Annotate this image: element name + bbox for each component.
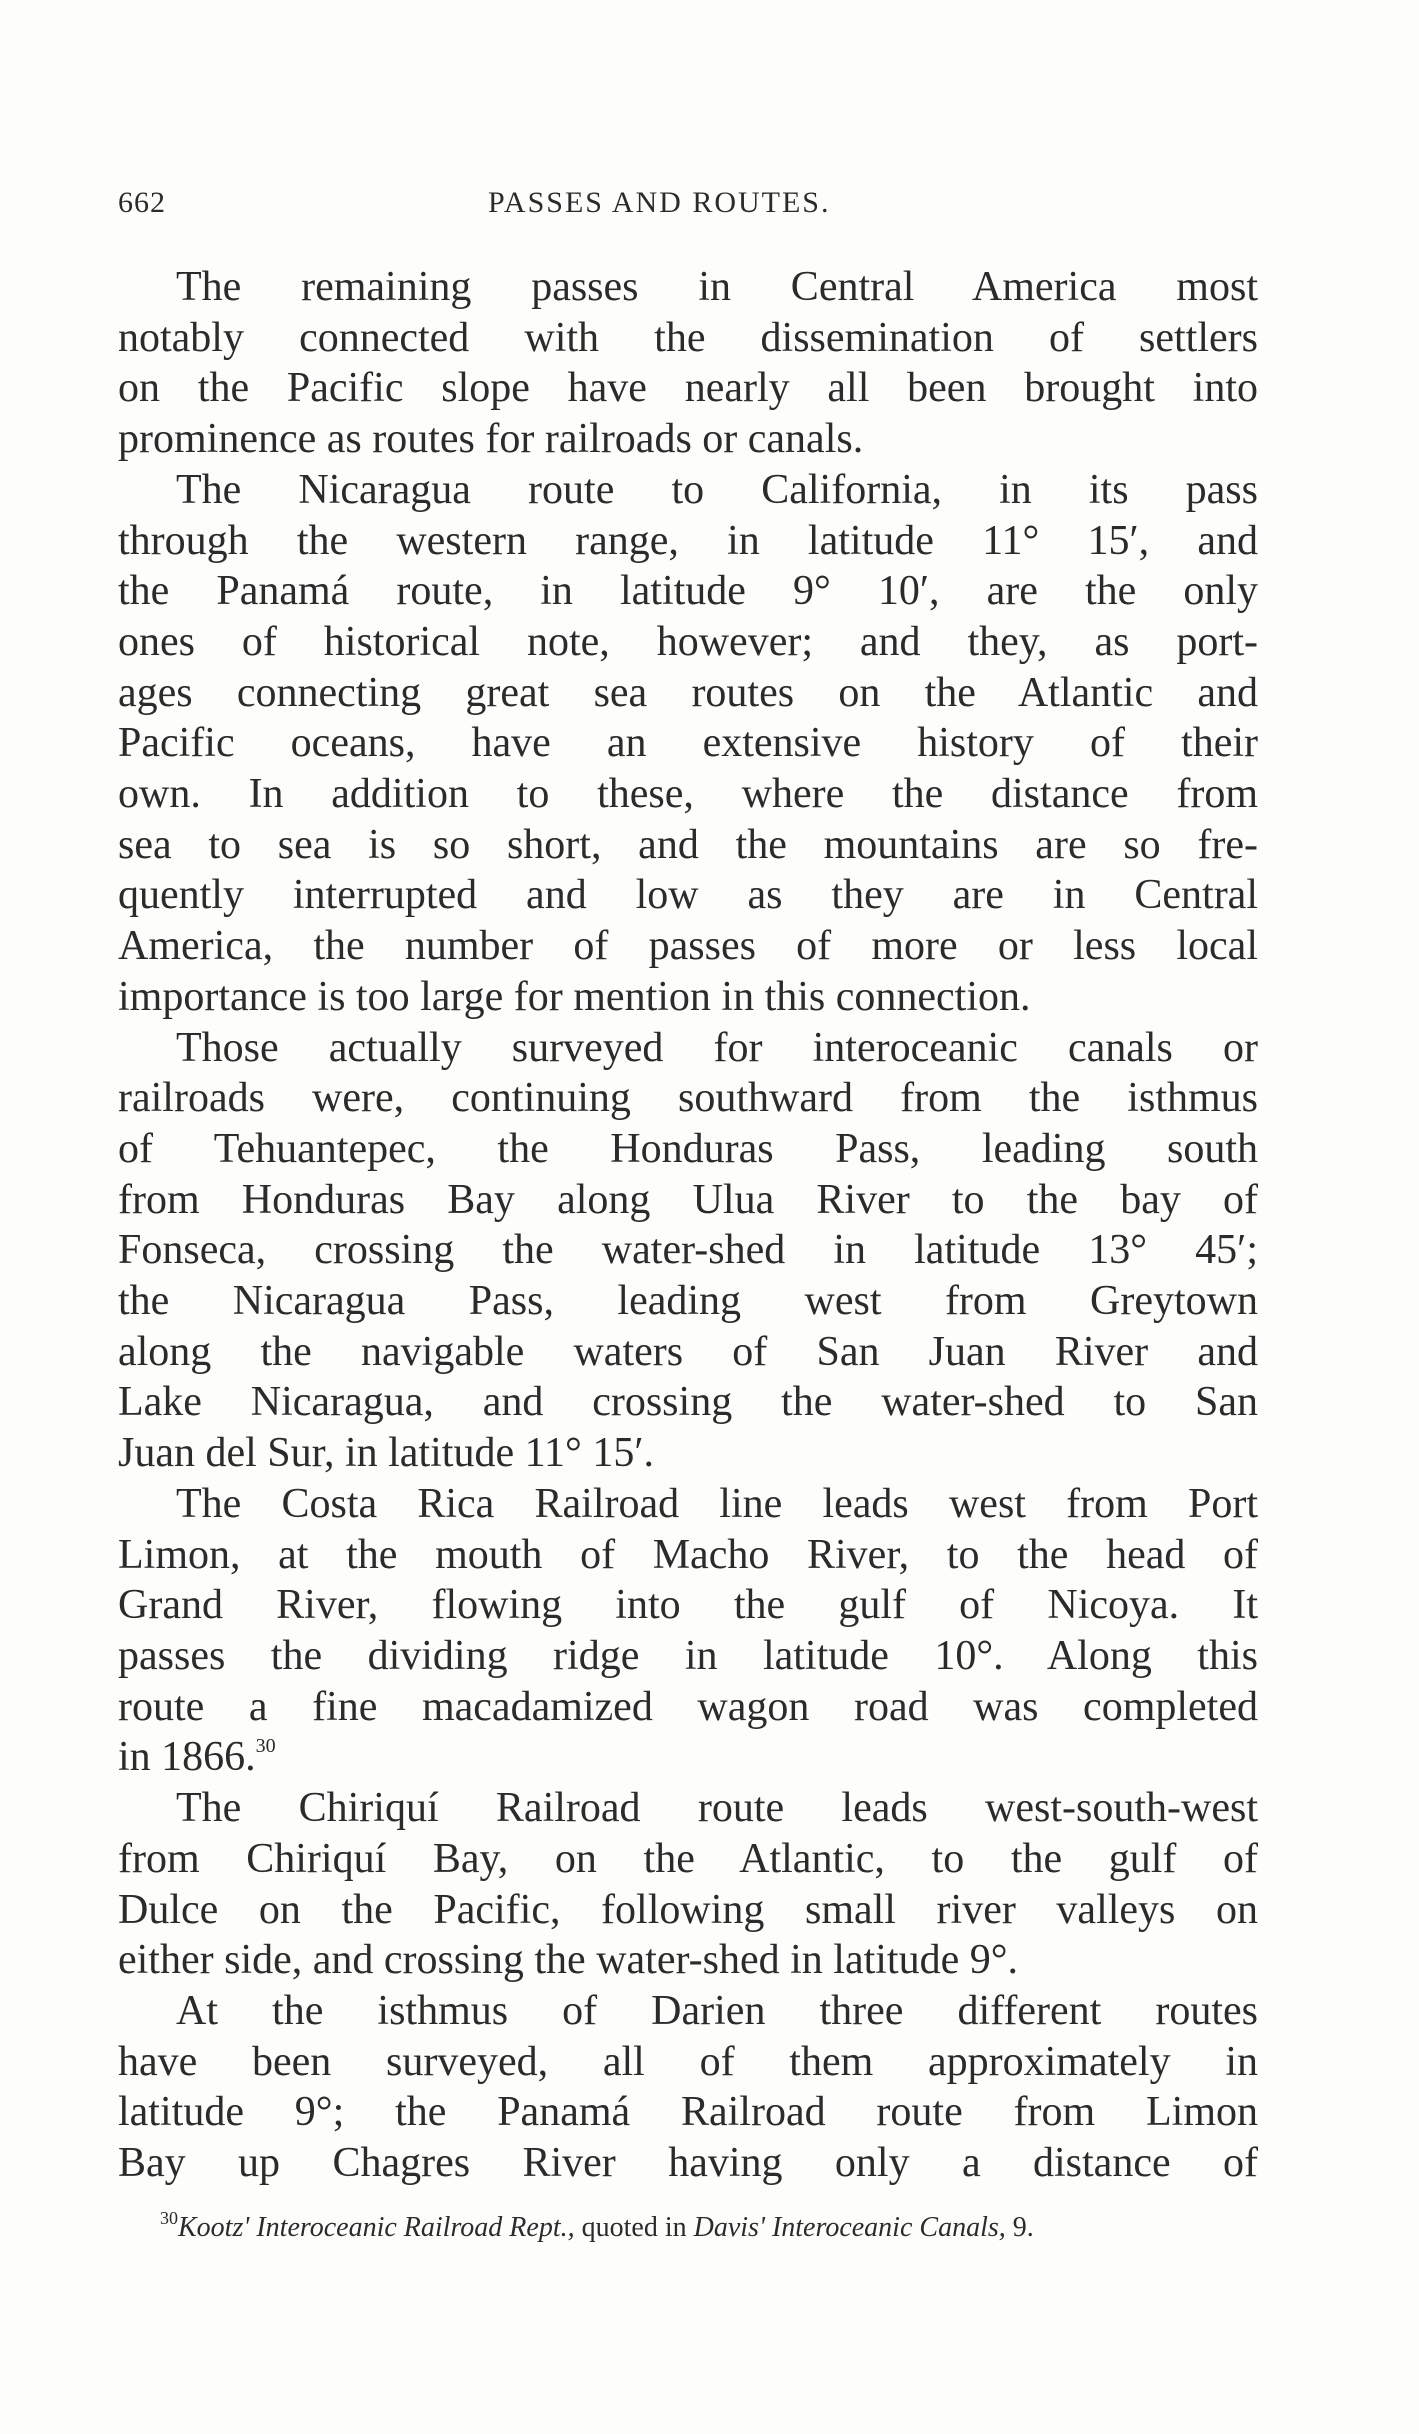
text-line: of Tehuantepec, the Honduras Pass, leading south [118, 1125, 1258, 1172]
text-line: the Panamá route, in latitude 9° 10′, are the only [118, 568, 1258, 615]
text-line: through the western range, in latitude 11° 15′, and [118, 517, 1258, 564]
text-line: railroads were, continuing southward from the isthmus [118, 1075, 1258, 1122]
text-line: Dulce on the Pacific, following small river valleys on [118, 1886, 1258, 1933]
text-line: latitude 9°; the Panamá Railroad route from Limon [118, 2089, 1258, 2136]
text-line: either side, and crossing the water-shed in latitude 9°. [118, 1937, 1019, 1984]
text-line: in 1866. [118, 1734, 256, 1781]
footnote-source-2: Davis' Interoceanic Canals, [693, 2212, 1006, 2243]
text-line: have been surveyed, all of them approximately in [118, 2038, 1258, 2085]
text-line: The Costa Rica Railroad line leads west from Port [176, 1480, 1258, 1527]
text-line: on the Pacific slope have nearly all been brought into [118, 365, 1258, 412]
text-line: Pacific oceans, have an extensive history of their [118, 720, 1258, 767]
text-line: own. In addition to these, where the distance from [118, 771, 1258, 818]
text-line: Those actually surveyed for interoceanic canals or [176, 1024, 1258, 1071]
text-line: The Nicaragua route to California, in its pass [176, 466, 1258, 513]
body-text [118, 262, 1258, 2189]
footnote-connector: quoted in [574, 2212, 694, 2243]
text-line-with-footnote [118, 1732, 1258, 1783]
paragraph-2 [118, 465, 1258, 1023]
running-head [118, 186, 1258, 230]
page-number: 662 [118, 186, 166, 219]
text-line: ages connecting great sea routes on the Atlantic and [118, 669, 1258, 716]
paragraph-3 [118, 1023, 1258, 1479]
text-line: At the isthmus of Darien three different routes [176, 1987, 1258, 2034]
text-line: route a fine macadamized wagon road was completed [118, 1683, 1258, 1730]
text-line: The remaining passes in Central America most [176, 264, 1258, 310]
text-line: Fonseca, crossing the water-shed in latitude 13° 45′; [118, 1227, 1258, 1274]
footnote-reference: 30 [255, 1735, 276, 1758]
text-line: the Nicaragua Pass, leading west from Greytown [118, 1278, 1258, 1325]
text-line: importance is too large for mention in this connection. [118, 973, 1031, 1020]
text-line: Lake Nicaragua, and crossing the water-shed to San [118, 1379, 1258, 1426]
footnote-source-1: Kootz' Interoceanic Railroad Rept., [178, 2212, 575, 2243]
text-line: ones of historical note, however; and they, as port- [118, 618, 1258, 665]
text-line: along the navigable waters of San Juan River and [118, 1328, 1258, 1375]
text-line: America, the number of passes of more or less local [118, 923, 1258, 970]
paragraph-5 [118, 1783, 1258, 1986]
text-line: Juan del Sur, in latitude 11° 15′. [118, 1430, 655, 1477]
text-line: Limon, at the mouth of Macho River, to the head of [118, 1531, 1258, 1578]
paragraph-1 [118, 262, 1258, 465]
text-line: quently interrupted and low as they are in Central [118, 872, 1258, 919]
text-line: prominence as routes for railroads or canals. [118, 416, 864, 463]
text-line: Bay up Chagres River having only a distance of [118, 2140, 1258, 2187]
text-line: sea to sea is so short, and the mountains are so fre- [118, 821, 1258, 868]
text-line: notably connected with the dissemination of settlers [118, 314, 1258, 361]
text-line: passes the dividing ridge in latitude 10°. Along this [118, 1632, 1258, 1679]
text-line: Grand River, flowing into the gulf of Nicoya. It [118, 1582, 1258, 1629]
paragraph-4 [118, 1479, 1258, 1783]
footnote-mark: 30 [160, 2208, 178, 2228]
text-line: The Chiriquí Railroad route leads west-south-west [176, 1785, 1258, 1832]
text-line: from Honduras Bay along Ulua River to the bay of [118, 1176, 1258, 1223]
paragraph-6 [118, 1986, 1258, 2189]
footnote-page: 9. [1005, 2212, 1034, 2243]
footnote [160, 2208, 1260, 2244]
text-line: from Chiriquí Bay, on the Atlantic, to the gulf of [118, 1835, 1258, 1882]
running-title: PASSES AND ROUTES. [488, 186, 831, 219]
